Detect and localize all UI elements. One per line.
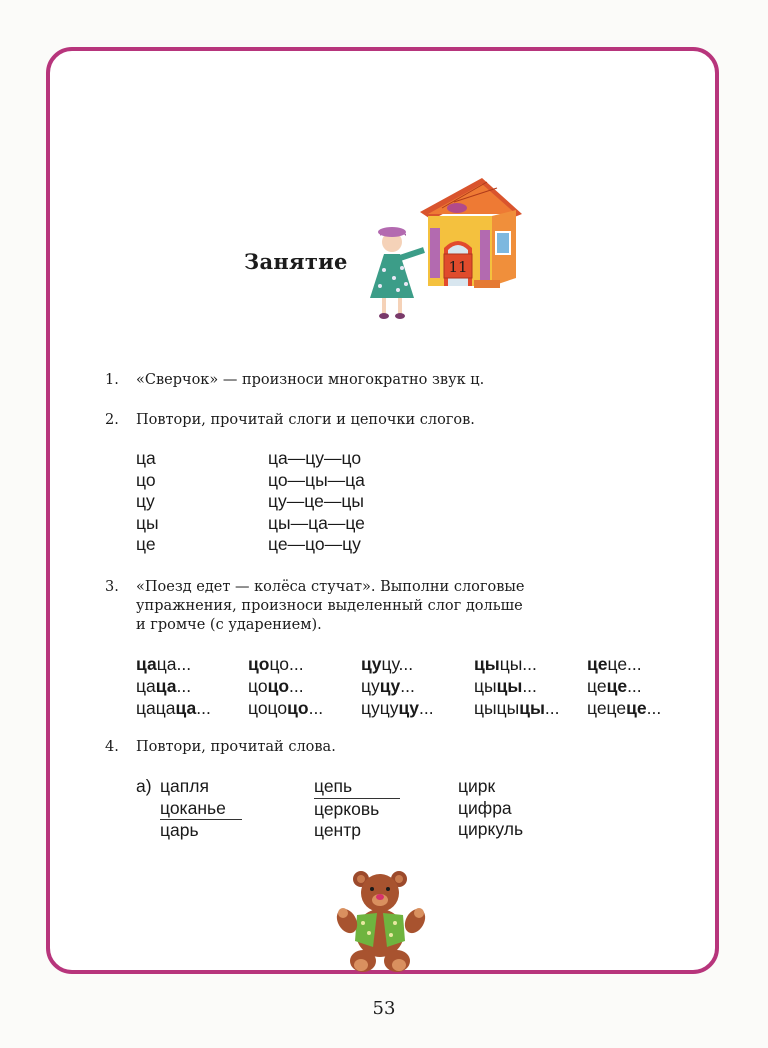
word: цирк xyxy=(458,776,496,796)
task-number: 3. xyxy=(105,579,119,595)
stress-item: цаца... xyxy=(136,676,192,696)
stress-item: цуцу... xyxy=(361,676,415,696)
page-number: 53 xyxy=(372,998,396,1019)
house-with-girl-illustration xyxy=(362,170,524,326)
task-4 xyxy=(105,738,336,757)
word-column xyxy=(458,776,523,841)
stress-column xyxy=(136,653,211,719)
task-text-line: упражнения, произноси выделенный слог дольше xyxy=(136,598,523,614)
word: царь xyxy=(160,819,242,842)
word: цепь xyxy=(314,776,353,796)
word-column xyxy=(160,776,242,842)
word: цифра xyxy=(458,797,512,818)
syllable: цу xyxy=(136,491,155,511)
task-3 xyxy=(105,578,525,635)
task-text-line: «Поезд едет — колёса стучат». Выполни слоговые xyxy=(136,579,525,595)
teddy-bear-illustration xyxy=(333,867,433,975)
stress-column xyxy=(587,653,661,719)
stress-item: цоцо... xyxy=(248,676,304,696)
stress-item: цацаца... xyxy=(136,698,211,718)
word: церковь xyxy=(314,798,400,821)
stress-column xyxy=(248,653,323,719)
stress-item: цыцы... xyxy=(474,654,537,674)
word-column xyxy=(314,776,400,842)
syllable-column xyxy=(136,448,159,556)
syllable-chain: цу—це—цы xyxy=(268,491,364,511)
word-list-label: а) xyxy=(136,776,152,796)
chain-column xyxy=(268,448,365,556)
stress-item: цуцуцу... xyxy=(361,698,434,718)
lesson-title: Занятие xyxy=(244,249,348,274)
task-text: Повтори, прочитай слоги и цепочки слогов. xyxy=(136,412,475,428)
stress-item: цоцо... xyxy=(248,654,304,674)
task-text: Повтори, прочитай слова. xyxy=(136,739,336,755)
stress-item: цеце... xyxy=(587,676,642,696)
task-number: 2. xyxy=(105,412,119,428)
word: цапля xyxy=(160,776,209,796)
syllable: ца xyxy=(136,448,156,468)
word: цоканье xyxy=(160,797,226,818)
syllable-chain: це—цо—цу xyxy=(268,534,361,554)
stress-item: цеце... xyxy=(587,654,642,674)
task-text: «Сверчок» — произноси многократно звук ц. xyxy=(136,372,485,388)
stress-item: цыцы... xyxy=(474,676,537,696)
syllable-chain: цы—ца—це xyxy=(268,512,365,533)
stress-item: цаца... xyxy=(136,654,192,674)
lesson-number-sign: 11 xyxy=(448,258,468,276)
task-1 xyxy=(105,371,485,390)
stress-item: цоцоцо... xyxy=(248,698,324,718)
syllable: це xyxy=(136,534,156,554)
stress-item: цуцу... xyxy=(361,654,414,674)
task-number: 1. xyxy=(105,372,119,388)
word: центр xyxy=(314,820,361,840)
stress-column xyxy=(361,653,434,719)
task-text-line: и громче (с ударением). xyxy=(136,617,322,633)
syllable: цы xyxy=(136,512,159,533)
task-2 xyxy=(105,411,475,430)
syllable-chain: ца—цу—цо xyxy=(268,448,362,468)
task-number: 4. xyxy=(105,739,119,755)
stress-column xyxy=(474,653,560,719)
word: циркуль xyxy=(458,819,524,839)
syllable-chain: цо—цы—ца xyxy=(268,469,365,490)
stress-item: цецеце... xyxy=(587,698,662,718)
syllable: цо xyxy=(136,469,156,490)
stress-item: цыцыцы... xyxy=(474,698,560,718)
